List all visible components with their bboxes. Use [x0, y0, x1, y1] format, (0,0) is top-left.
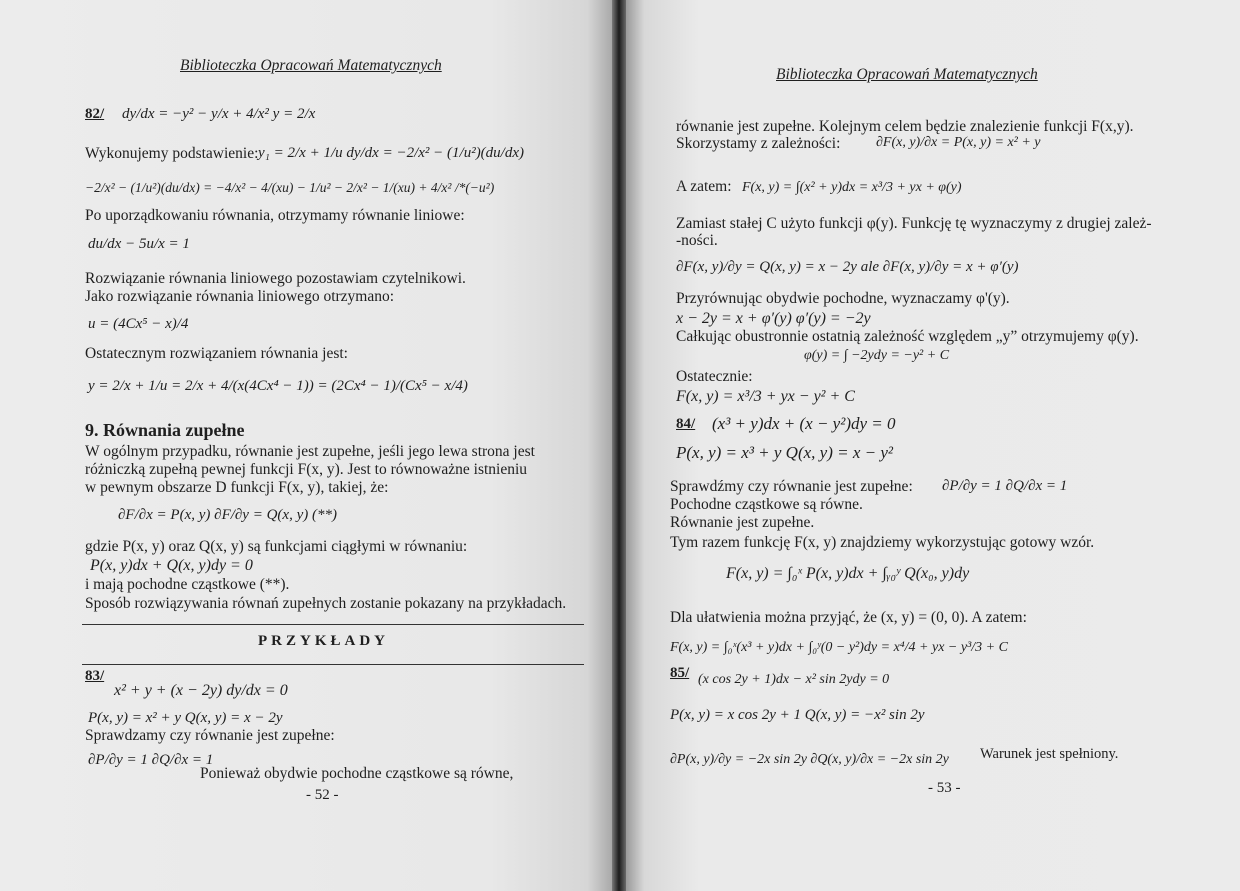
paragraph-line: -ności.: [676, 232, 718, 249]
condition-satisfied-text: Warunek jest spełniony.: [980, 746, 1119, 762]
F-final-equation: F(x, y) = x³/3 + yx − y² + C: [676, 388, 855, 405]
check-text: Sprawdzamy czy równanie jest zupełne:: [85, 727, 335, 744]
page-header: Biblioteczka Opracowań Matematycznych: [180, 57, 442, 74]
example-85-derivatives: ∂P(x, y)/∂y = −2x sin 2y ∂Q(x, y)/∂x = −2x sin 2y: [670, 752, 949, 767]
book-gutter: [612, 0, 626, 891]
paragraph-line: Dla ułatwienia można przyjąć, że (x, y) = (0, 0). A zatem:: [670, 609, 1027, 626]
right-page: [626, 0, 1240, 891]
paragraph-line: Zamiast stałej C użyto funkcji φ(y). Funkcję tę wyznaczymy z drugiej zależ-: [676, 215, 1152, 232]
dFdy-equation: ∂F(x, y)/∂y = Q(x, y) = x − 2y ale ∂F(x, y)/∂y = x + φ′(y): [676, 259, 1019, 275]
paragraph-line: Sprawdźmy czy równanie jest zupełne:: [670, 478, 913, 495]
paragraph-line: równanie jest zupełne. Kolejnym celem będzie znalezienie funkcji F(x,y).: [676, 118, 1134, 135]
u-solution-equation: u = (4Cx⁵ − x)/4: [88, 316, 189, 332]
example-84-derivatives: ∂P/∂y = 1 ∂Q/∂x = 1: [942, 478, 1068, 494]
example-83-pq: P(x, y) = x² + y Q(x, y) = x − 2y: [88, 710, 283, 726]
left-page: [0, 0, 612, 891]
page-number: - 52 -: [306, 787, 339, 803]
example-84-label: 84/: [676, 416, 696, 432]
example-83-equation: x² + y + (x − 2y) dy/dx = 0: [114, 682, 288, 699]
examples-heading: PRZYKŁADY: [258, 633, 390, 649]
example-82-equation: dy/dx = −y² − y/x + 4/x² y = 2/x: [122, 106, 316, 122]
section-title: 9. Równania zupełne: [85, 420, 245, 440]
divider: [82, 664, 584, 665]
paragraph-line: Przyrównując obydwie pochodne, wyznaczamy φ'(y).: [676, 290, 1010, 307]
expanded-equation: −2/x² − (1/u²)(du/dx) = −4/x² − 4/(xu) − 1/u² − 2/x² − 1/(xu) + 4/x² /*(−u²): [85, 180, 495, 195]
paragraph-line: Sposób rozwiązywania równań zupełnych zostanie pokazany na przykładach.: [85, 595, 567, 612]
paragraph-line: Tym razem funkcję F(x, y) znajdziemy wykorzystując gotowy wzór.: [670, 534, 1095, 551]
example-85-label: 85/: [670, 665, 690, 681]
substitution-text: Wykonujemy podstawienie:: [85, 145, 259, 162]
zatem-label: A zatem:: [676, 178, 732, 195]
example-84-pq: P(x, y) = x³ + y Q(x, y) = x − y²: [676, 443, 893, 462]
F-integral-equation: F(x, y) = ∫(x² + y)dx = x³/3 + yx + φ(y): [742, 180, 962, 195]
ostatecznie-label: Ostatecznie:: [676, 368, 753, 385]
page-number: - 53 -: [928, 780, 961, 796]
final-solution-text: Ostatecznym rozwiązaniem równania jest:: [85, 345, 348, 362]
substitution-equation: y₁ = 2/x + 1/u dy/dx = −2/x² − (1/u²)(du/dx): [258, 145, 525, 161]
general-formula-equation: F(x, y) = ∫₀ˣ P(x, y)dx + ∫ᵧ₀ʸ Q(x₀, y)dy: [726, 565, 970, 582]
paragraph-line: gdzie P(x, y) oraz Q(x, y) są funkcjami ciągłymi w równaniu:: [85, 538, 468, 555]
example-85-pq: P(x, y) = x cos 2y + 1 Q(x, y) = −x² sin 2y: [670, 707, 925, 723]
condition-equation: ∂F/∂x = P(x, y) ∂F/∂y = Q(x, y) (**): [118, 507, 337, 523]
paragraph-line: i mają pochodne cząstkowe (**).: [85, 576, 290, 593]
paragraph-line: Całkując obustronnie ostatnią zależność względem „y” otrzymujemy φ(y).: [676, 328, 1139, 345]
phi-integral-equation: φ(y) = ∫ −2ydy = −y² + C: [804, 348, 950, 363]
example-83-label: 83/: [85, 668, 105, 684]
linear-equation: du/dx − 5u/x = 1: [88, 236, 190, 252]
y-solution-equation: y = 2/x + 1/u = 2/x + 4/(x(4Cx⁴ − 1)) = (2Cx⁴ − 1)/(Cx⁵ − x/4): [88, 378, 468, 394]
page-header: Biblioteczka Opracowań Matematycznych: [776, 66, 1038, 83]
F-84-equation: F(x, y) = ∫₀ˣ(x³ + y)dx + ∫₀ʸ(0 − y²)dy = x⁴/4 + yx − y³/3 + C: [670, 640, 1008, 655]
pq-equation: P(x, y)dx + Q(x, y)dy = 0: [90, 557, 253, 574]
solution-text: Jako rozwiązanie równania liniowego otrzymano:: [85, 288, 395, 305]
paragraph-line: Równanie jest zupełne.: [670, 514, 815, 531]
dependency-equation: ∂F(x, y)/∂x = P(x, y) = x² + y: [876, 135, 1041, 150]
paragraph-line: Skorzystamy z zależności:: [676, 135, 841, 152]
derivative-equation: ∂P/∂y = 1 ∂Q/∂x = 1: [88, 752, 214, 768]
leave-to-reader-text: Rozwiązanie równania liniowego pozostawiam czytelnikowi.: [85, 270, 466, 287]
paragraph-line: W ogólnym przypadku, równanie jest zupełne, jeśli jego lewa strona jest: [85, 443, 535, 460]
phi-equation: x − 2y = x + φ′(y) φ′(y) = −2y: [676, 310, 871, 327]
paragraph-line: Pochodne cząstkowe są równe.: [670, 496, 863, 513]
paragraph-line: w pewnym obszarze D funkcji F(x, y), takiej, że:: [85, 479, 389, 496]
paragraph-line: różniczką zupełną pewnej funkcji F(x, y). Jest to równoważne istnieniu: [85, 461, 528, 478]
derivative-text: Ponieważ obydwie pochodne cząstkowe są równe,: [200, 765, 514, 782]
divider: [82, 624, 584, 625]
example-84-equation: (x³ + y)dx + (x − y²)dy = 0: [712, 414, 896, 433]
example-82-label: 82/: [85, 106, 105, 122]
example-85-equation: (x cos 2y + 1)dx − x² sin 2ydy = 0: [698, 672, 890, 687]
ordering-text: Po uporządkowaniu równania, otrzymamy równanie liniowe:: [85, 207, 465, 224]
